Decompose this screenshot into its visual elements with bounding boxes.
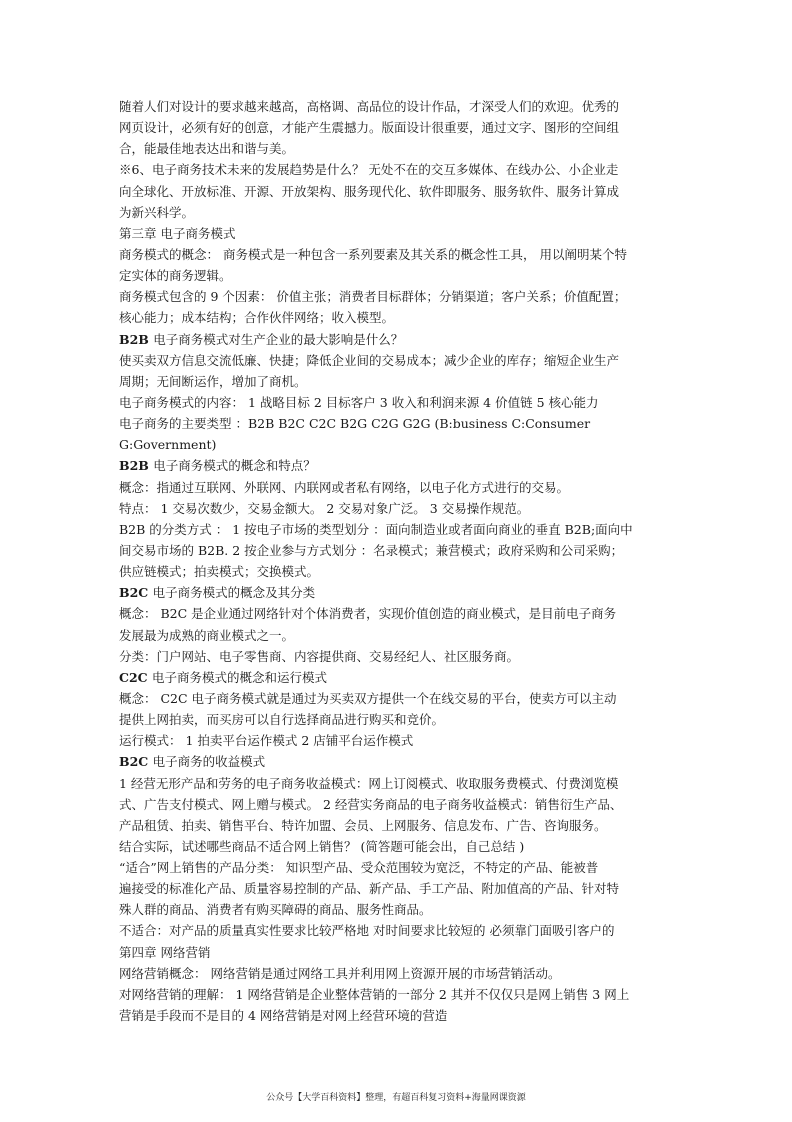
text-line: 向全球化、开放标准、开源、开放架构、服务现代化、软件即服务、服务软件、服务计算成 [119,183,620,199]
text-line: 提供上网拍卖，而买房可以自行选择商品进行购买和竞价。 [119,712,445,728]
text-line: 特点： 1 交易次数少，交易金额大。 2 交易对象广泛。 3 交易操作规范。 [119,500,530,516]
text-line: 间交易市场的 B2B. 2 按企业参与方式划分 ：名录模式；兼营模式；政府采购和公司采购； [119,542,624,558]
text-line: 概念：指通过互联网、外联网、内联网或者私有网络，以电子化方式进行的交易。 [119,479,570,495]
text-line: 概念： C2C 电子商务模式就是通过为买卖双方提供一个在线交易的平台，使卖方可以主动 [119,690,617,706]
section-heading: B2C 电子商务模式的概念及其分类 [119,585,316,601]
chapter-heading: 第四章 网络营销 [119,944,211,960]
page-footer: 公众号【大学百科资料】整理，有超百科复习资料+海量网课资源 [266,1093,526,1103]
document-body [119,96,679,1026]
text-line: 遍接受的标准化产品、质量容易控制的产品、新产品、手工产品、附加值高的产品、针对特 [119,881,620,897]
text-line: 核心能力；成本结构；合作伙伴网络；收入模型。 [119,310,395,326]
section-heading: C2C 电子商务模式的概念和运行模式 [119,669,327,685]
text-line: 网页设计，必须有好的创意，才能产生震撼力。版面设计很重要，通过文字、图形的空间组 [119,120,620,136]
section-heading: B2B 电子商务模式对生产企业的最大影响是什么？ [119,331,404,347]
text-line: 商务模式包含的 9 个因素： 价值主张；消费者目标群体；分销渠道；客户关系；价值配置； [119,289,627,305]
text-line: 定实体的商务逻辑。 [119,268,232,284]
text-line: 发展最为成熟的商业模式之一。 [119,627,295,643]
section-heading: B2C 电子商务的收益模式 [119,754,266,770]
text-line: “适合”网上销售的产品分类： 知识型产品、受众范围较为宽泛，不特定的产品、能被普 [119,860,599,876]
text-line: 为新兴科学。 [119,204,195,220]
chapter-heading: 第三章 电子商务模式 [119,225,236,241]
text-line: 结合实际，试述哪些商品不适合网上销售？ (简答题可能会出，自己总结 ) [119,838,525,854]
text-line: 式、广告支付模式、网上赠与模式。 2 经营实务商品的电子商务收益模式：销售衍生产品、 [119,796,623,812]
text-line: 殊人群的商品、消费者有购买障碍的商品、服务性商品。 [119,902,432,918]
text-line: 使买卖双方信息交流低廉、快捷；降低企业间的交易成本；减少企业的库存；缩短企业生产 [119,352,620,368]
text-line: B2B 的分类方式 ： 1 按电子市场的类型划分 ：面向制造业或者面向商业的垂直 B2B;面向中 [119,521,633,537]
text-line: 随着人们对设计的要求越来越高，高格调、高品位的设计作品，才深受人们的欢迎。优秀的 [119,99,620,114]
text-line: 概念： B2C 是企业通过网络针对个体消费者，实现价值创造的商业模式，是目前电子商务 [119,606,617,622]
text-line: 运行模式： 1 拍卖平台运作模式 2 店铺平台运作模式 [119,733,414,749]
text-line: 电子商务模式的内容： 1 战略目标 2 目标客户 3 收入和利润来源 4 价值链 5 核心能力 [119,394,599,410]
text-line: 周期；无间断运作，增加了商机。 [119,373,307,389]
text-line: 商务模式的概念： 商务模式是一种包含一系列要素及其关系的概念性工具， 用以阐明某个特 [119,246,627,262]
section-heading: B2B 电子商务模式的概念和特点？ [119,458,316,474]
text-line: G:Government) [119,437,217,453]
text-line: 营销是手段而不是目的 4 网络营销是对网上经营环境的营造 [119,1008,448,1024]
text-line: 分类：门户网站、电子零售商、内容提供商、交易经纪人、社区服务商。 [119,648,520,664]
text-line: 电子商务的主要类型 ：B2B B2C C2C B2G C2G G2G (B:business C:Consumer [119,416,591,432]
text-line: 产品租赁、拍卖、销售平台、特许加盟、会员、上网服务、信息发布、广告、咨询服务。 [119,817,607,833]
text-line: 网络营销概念： 网络营销是通过网络工具并利用网上资源开展的市场营销活动。 [119,965,561,981]
text-line: 1 经营无形产品和劳务的电子商务收益模式：网上订阅模式、收取服务费模式、付费浏览模 [119,775,619,791]
text-line: 对网络营销的理解： 1 网络营销是企业整体营销的一部分 2 其并不仅仅只是网上销售 3 网上 [119,986,630,1002]
text-line: 不适合：对产品的质量真实性要求比较严格地 对时间要求比较短的 必须靠门面吸引客户的 [119,923,615,939]
text-line: 合，能最佳地表达出和谐与美。 [119,141,295,157]
question-line: ※6、电子商务技术未来的发展趋势是什么？ 无处不在的交互多媒体、在线办公、小企业走 [119,162,619,178]
text-line: 供应链模式；拍卖模式；交换模式。 [119,564,320,580]
